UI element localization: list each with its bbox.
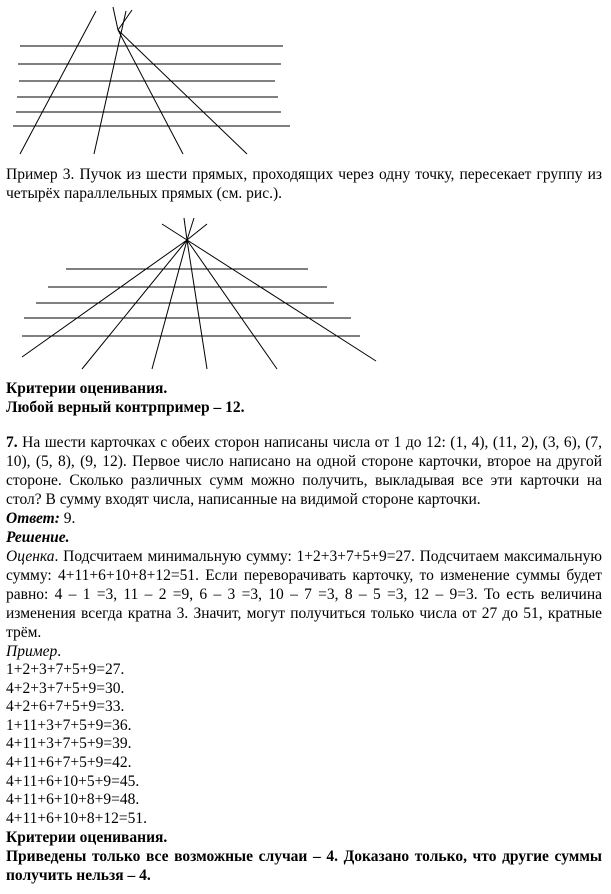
pencil-line bbox=[113, 7, 118, 30]
criteria-line: Приведены только все возможные случаи – 4. Доказано только, что другие суммы получить нельзя – 4. bbox=[6, 848, 602, 885]
list-item: 1+2+3+7+5+9=27. bbox=[6, 661, 125, 678]
answer-value: 9. bbox=[59, 510, 76, 527]
list-item: 4+11+6+10+8+12=51. bbox=[6, 809, 147, 827]
list-item: 4+11+6+10+5+9=45. bbox=[6, 772, 140, 790]
pencil-line bbox=[22, 240, 187, 357]
answer-line bbox=[6, 509, 602, 528]
example-line: Пример. bbox=[6, 643, 62, 660]
pencil-line bbox=[118, 30, 247, 154]
pencil-line bbox=[187, 240, 277, 369]
pencil-line bbox=[20, 11, 96, 154]
estimate-paragraph: Оценка. Подсчитаем минимальную сумму: 1+2+3+7+5+9=27. Подсчитаем максимальную сумму: 4+11+6+10+8+12=51. Если переворачивать карточку, то изменение суммы будет равно: 4 – 1 =3, 11 – 2 =9, 6 – 3 =3, 10 – 7 =3, 8 – 5 =3, 12 – 9=3. То есть величина изменения всегда кратна 3. Значит, могут получиться только числа от 27 до 51, кратные трём. bbox=[6, 548, 602, 641]
pencil-line bbox=[82, 240, 187, 369]
example-3-text: Пример 3. Пучок из шести прямых, проходящих через одну точку, пересекает группу из четырёх параллельных прямых (см. рис.). bbox=[6, 166, 602, 202]
pencil-line bbox=[184, 218, 187, 240]
list-item: 4+11+6+7+5+9=42. bbox=[6, 753, 132, 771]
pencil-line bbox=[152, 240, 187, 369]
pencil-line bbox=[187, 240, 376, 361]
list-item: 1+11+3+7+5+9=36. bbox=[6, 716, 132, 734]
sums-list bbox=[6, 661, 602, 828]
criteria-heading: Критерии оценивания. bbox=[6, 380, 168, 397]
figure-line-pencil-2 bbox=[0, 210, 611, 380]
criteria-line: Любой верный контрпример – 12. bbox=[6, 399, 245, 416]
figure-line-pencil-1 bbox=[0, 0, 611, 160]
pencil-line bbox=[118, 30, 183, 154]
list-item: 4+11+3+7+5+9=39. bbox=[6, 735, 132, 753]
list-item: 4+11+6+10+8+9=48. bbox=[6, 791, 140, 809]
list-item: 4+2+3+7+5+9=30. bbox=[6, 679, 125, 697]
pencil-line bbox=[187, 240, 207, 369]
example-3-block bbox=[6, 165, 602, 203]
pencil-line bbox=[162, 224, 187, 240]
problem-7-statement: 7. На шести карточках с обеих сторон написаны числа от 1 до 12: (1, 4), (11, 2), (3, 6), (7, 10), (5, 8), (9, 12). Первое число написано на одной стороне карточки, второе на другой стороне. Сколько различных сумм можно получить, выкладывая все эти карточки на стол? В сумму входят числа, написанные на видимой стороне карточки. bbox=[6, 434, 602, 508]
solution-label: Решение. bbox=[6, 529, 70, 546]
problem-7-block bbox=[6, 433, 602, 885]
list-item: 4+2+6+7+5+9=33. bbox=[6, 698, 125, 716]
estimate-label: Оценка bbox=[6, 548, 55, 565]
answer-label: Ответ: bbox=[6, 510, 60, 527]
criteria-heading: Критерии оценивания. bbox=[6, 829, 168, 847]
example-label: Пример bbox=[6, 643, 58, 660]
pencil-line bbox=[118, 10, 132, 30]
criteria-block-1 bbox=[6, 379, 602, 417]
problem-number: 7. bbox=[6, 434, 18, 451]
